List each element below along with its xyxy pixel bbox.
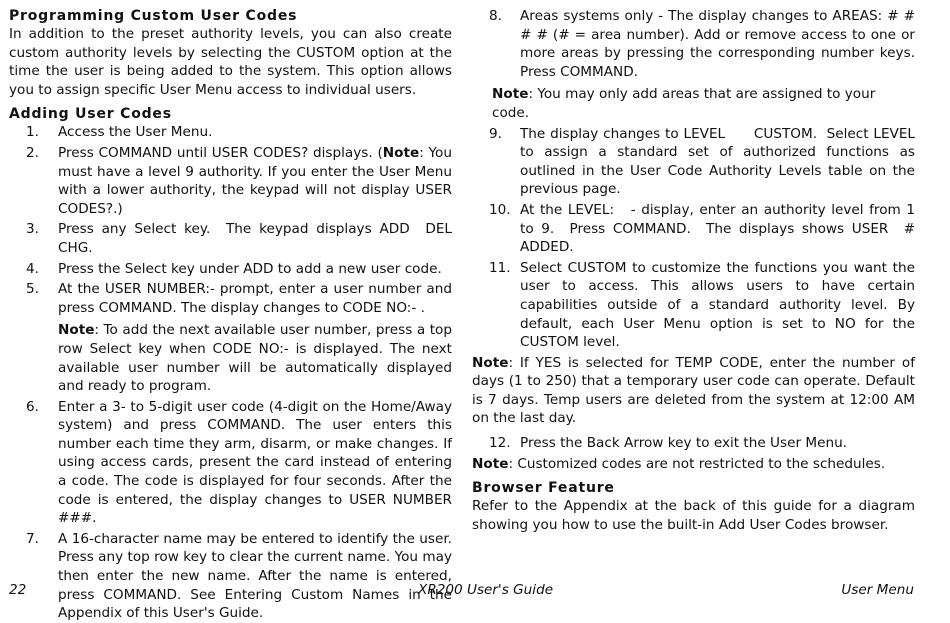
step-text: Select CUSTOM to customize the functions you want the user to access. This allows users to have certain capabilities outside of a standard authority level. By default, each User Menu option is set to NO for the CUSTOM level. (520, 259, 915, 351)
step-number: 4. (26, 260, 39, 277)
step-text: Press the Back Arrow key to exit the User Menu. (520, 435, 848, 452)
step-text: Enter a 3- to 5-digit user code (4-digit on the Home/Away system) and press COMMAND. The user enters this number each time they arm, disarm, or make changes. If using access cards, present the card instead of entering a code. The code is displayed for four seconds. After the code is entered, the display changes to USER NUMBER ###. (58, 398, 452, 527)
step-text: The display changes to LEVEL CUSTOM. Select LEVEL to assign a standard set of authorized functions as outlined in the User Code Authority Levels table on the previous page. (520, 125, 920, 198)
temp-code-note (472, 354, 915, 428)
note-text: : If YES is selected for TEMP CODE, enter the number of days (1 to 250) that a temporary user code can operate. Default is 7 days. Temp users are deleted from the system at 12:00 AM on the last day. (472, 354, 915, 427)
left-column (9, 7, 461, 623)
step-2 (9, 144, 452, 218)
section-heading-programming-custom-user-codes: Programming Custom User Codes (9, 8, 298, 24)
page-number: 22 (9, 582, 27, 598)
step-text: Press the Select key under ADD to add a new user code. (58, 260, 442, 277)
browser-paragraph: Refer to the Appendix at the back of this guide for a diagram showing you how to use the built-in Add User Codes browser. (472, 498, 915, 533)
step-6 (9, 398, 452, 528)
step-number: 12. (489, 435, 511, 452)
footer-guide-title: XR200 User's Guide (418, 582, 554, 598)
step-text: At the USER NUMBER:- prompt, enter a user number and press COMMAND. The display changes to CODE NO:- . (58, 281, 452, 316)
note-label: Note (472, 455, 509, 472)
note-text: : To add the next available user number, press a top row Select key when CODE NO:- is displayed. The next available user number will be automatically displayed and ready to program. (58, 322, 452, 395)
step-number: 5. (26, 281, 39, 298)
note-label: Note (472, 354, 509, 371)
step-text: Areas systems only - The display changes to AREAS: # # # # (# = area number). Add or remove access to one or more areas by pressing the corresponding number keys. Press COMMAND. (520, 8, 915, 80)
note-label: Note (58, 322, 95, 339)
intro-paragraph: In addition to the preset authority levels, you can also create custom authority levels by selecting the CUSTOM option at the time the user is being added to the system. This option allows you to assign specific User Menu access to individual users. (9, 26, 452, 98)
step-7 (9, 530, 452, 623)
step-3 (9, 220, 461, 257)
section-heading-browser-feature: Browser Feature (472, 480, 615, 497)
step-10 (472, 201, 924, 257)
step-5-note (9, 321, 452, 395)
section-heading-adding-user-codes: Adding User Codes (9, 106, 172, 123)
step-text: At the LEVEL: - display, enter an authority level from 1 to 9. Press COMMAND. The displays shows USER # ADDED. (520, 201, 924, 256)
schedules-note (472, 455, 915, 474)
step-number: 9. (489, 125, 502, 142)
step-9 (472, 125, 920, 199)
note-label: Note (492, 86, 529, 103)
step-number: 6. (26, 398, 39, 415)
note-text: : Customized codes are not restricted to the schedules. (508, 455, 886, 472)
step-4 (9, 260, 452, 279)
note-label: Note (382, 144, 420, 161)
step-number: 10. (489, 201, 511, 218)
step-number: 1. (26, 124, 39, 141)
step-text: Access the User Menu. (58, 124, 213, 141)
step-12 (472, 434, 915, 453)
step-text: A 16-character name may be entered to identify the user. Press any top row key to clear the current name. You may then enter the new name. After the name is entered, press COMMAND. See Entering Custom Names in the Appendix of this User's Guide. (58, 530, 452, 622)
step-1 (9, 123, 452, 142)
step-11 (472, 259, 915, 352)
footer-section-name: User Menu (841, 582, 914, 598)
step-text-cont: : You must have a level 9 authority. If you enter the User Menu with a lower authority, the keypad will not display USER CODES?.) (58, 144, 452, 217)
step-8 (472, 7, 915, 81)
step-text: Press any Select key. The keypad displays ADD DEL CHG. (58, 221, 461, 256)
step-number: 2. (26, 144, 39, 161)
areas-note (472, 85, 915, 122)
note-text: : You may only add areas that are assigned to your code. (492, 86, 876, 121)
step-number: 3. (26, 221, 39, 238)
step-number: 8. (489, 8, 502, 24)
step-text: Press COMMAND until USER CODES? displays. ( (58, 144, 383, 161)
step-number: 7. (26, 530, 39, 547)
step-number: 11. (489, 259, 511, 276)
step-5 (9, 280, 452, 317)
right-column (472, 7, 924, 534)
